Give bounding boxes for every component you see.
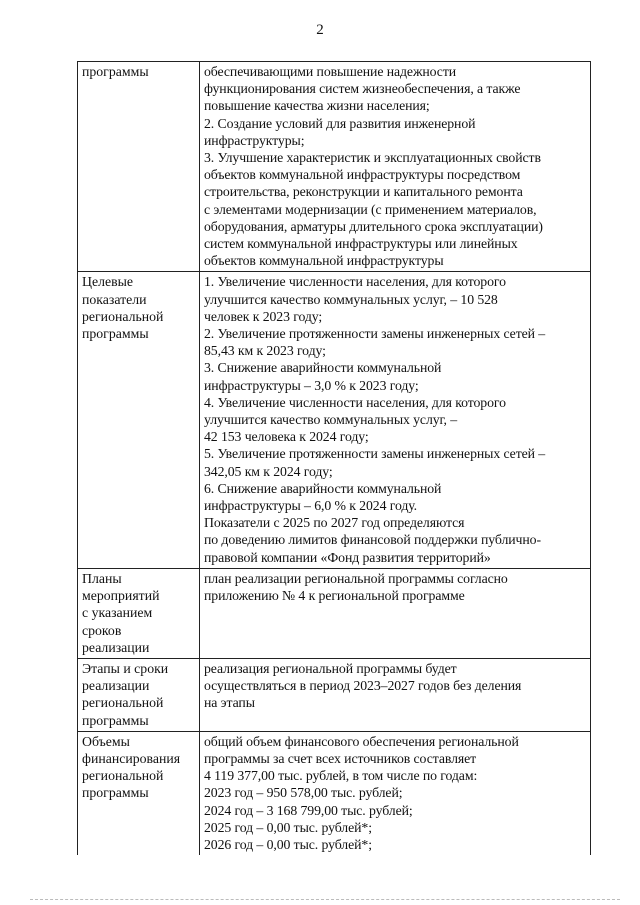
value-line: улучшится качество коммунальных услуг, – 10 528 — [204, 291, 498, 307]
value-line: план реализации региональной программы согласно — [204, 570, 508, 586]
value-line: правовой компании «Фонд развития территорий» — [204, 549, 491, 565]
label-line: показатели — [82, 291, 147, 307]
value-line: объектов коммунальной инфраструктуры — [204, 253, 444, 269]
row-value — [200, 658, 591, 731]
table-row — [78, 658, 591, 731]
label-line: мероприятий — [82, 588, 160, 604]
row-label — [78, 658, 200, 731]
row-value — [200, 731, 591, 855]
value-line: программы за счет всех источников составляет — [204, 750, 477, 766]
label-line: Целевые — [82, 274, 134, 290]
value-line: с элементами модернизации (с применением материалов, — [204, 201, 537, 217]
row-value — [200, 568, 591, 658]
label-line: финансирования — [82, 750, 181, 766]
value-line: инфраструктуры – 6,0 % к 2024 году. — [204, 498, 418, 514]
value-line: 2023 год – 950 578,00 тыс. рублей; — [204, 785, 403, 801]
value-line: 342,05 км к 2024 году; — [204, 463, 333, 479]
label-line: Этапы и сроки — [82, 660, 169, 676]
value-line: 3. Улучшение характеристик и эксплуатационных свойств — [204, 150, 541, 166]
label-line: программы — [82, 64, 149, 79]
table-row — [78, 272, 591, 568]
value-line: повышение качества жизни населения; — [204, 98, 430, 114]
row-value — [200, 272, 591, 568]
table-row — [78, 568, 591, 658]
value-line: 2. Создание условий для развития инженерной — [204, 115, 476, 131]
value-line: 42 153 человека к 2024 году; — [204, 429, 369, 445]
value-line: 3. Снижение аварийности коммунальной — [204, 360, 442, 376]
value-line: 4 119 377,00 тыс. рублей, в том числе по годам: — [204, 768, 478, 784]
value-line: Показатели с 2025 по 2027 год определяются — [204, 515, 465, 531]
row-value — [200, 62, 591, 272]
value-line: инфраструктуры; — [204, 132, 305, 148]
label-line: Планы — [82, 570, 122, 586]
label-line: региональной — [82, 695, 164, 711]
label-line: сроков — [82, 622, 122, 638]
label-line: региональной — [82, 768, 164, 784]
label-line: программы — [82, 712, 149, 728]
value-line: приложению № 4 к региональной программе — [204, 588, 465, 604]
label-line: реализации — [82, 639, 150, 655]
value-line: функционирования систем жизнеобеспечения, а также — [204, 81, 521, 97]
value-line: 2025 год – 0,00 тыс. рублей*; — [204, 819, 372, 835]
value-line: 2. Увеличение протяженности замены инженерных сетей – — [204, 326, 546, 342]
value-line: обеспечивающими повышение надежности — [204, 64, 457, 79]
label-line: Объемы — [82, 733, 130, 749]
value-line: осуществляться в период 2023–2027 годов без деления — [204, 678, 522, 694]
value-line: общий объем финансового обеспечения региональной — [204, 733, 519, 749]
value-line: 1. Увеличение численности населения, для которого — [204, 274, 506, 290]
value-line: объектов коммунальной инфраструктуры посредством — [204, 167, 521, 183]
value-line: 2026 год – 0,00 тыс. рублей*; — [204, 836, 372, 852]
value-line: систем коммунальной инфраструктуры или линейных — [204, 236, 518, 252]
value-line: оборудования, арматуры длительного срока эксплуатации) — [204, 218, 543, 234]
value-line: строительства, реконструкции и капитального ремонта — [204, 184, 523, 200]
value-line: реализация региональной программы будет — [204, 660, 457, 676]
program-passport-table — [77, 61, 591, 855]
value-line: улучшится качество коммунальных услуг, – — [204, 412, 458, 428]
value-line: на этапы — [204, 695, 255, 711]
value-line: 4. Увеличение численности населения, для которого — [204, 394, 506, 410]
value-line: человек к 2023 году; — [204, 308, 323, 324]
label-line: реализации — [82, 678, 150, 694]
row-label — [78, 568, 200, 658]
value-line: по доведению лимитов финансовой поддержки публично- — [204, 532, 541, 548]
page-number: 2 — [316, 22, 324, 38]
row-label — [78, 272, 200, 568]
table-row — [78, 731, 591, 855]
label-line: программы — [82, 785, 149, 801]
value-line: 2024 год – 3 168 799,00 тыс. рублей; — [204, 802, 413, 818]
value-line: 5. Увеличение протяженности замены инженерных сетей – — [204, 446, 546, 462]
label-line: региональной — [82, 308, 164, 324]
value-line: инфраструктуры – 3,0 % к 2023 году; — [204, 377, 419, 393]
row-label — [78, 731, 200, 855]
label-line: с указанием — [82, 605, 153, 621]
label-line: программы — [82, 326, 149, 342]
row-label — [78, 62, 200, 272]
value-line: 6. Снижение аварийности коммунальной — [204, 480, 442, 496]
value-line: 85,43 км к 2023 году; — [204, 343, 326, 359]
scan-edge-divider — [30, 899, 620, 900]
table-row — [78, 62, 591, 272]
